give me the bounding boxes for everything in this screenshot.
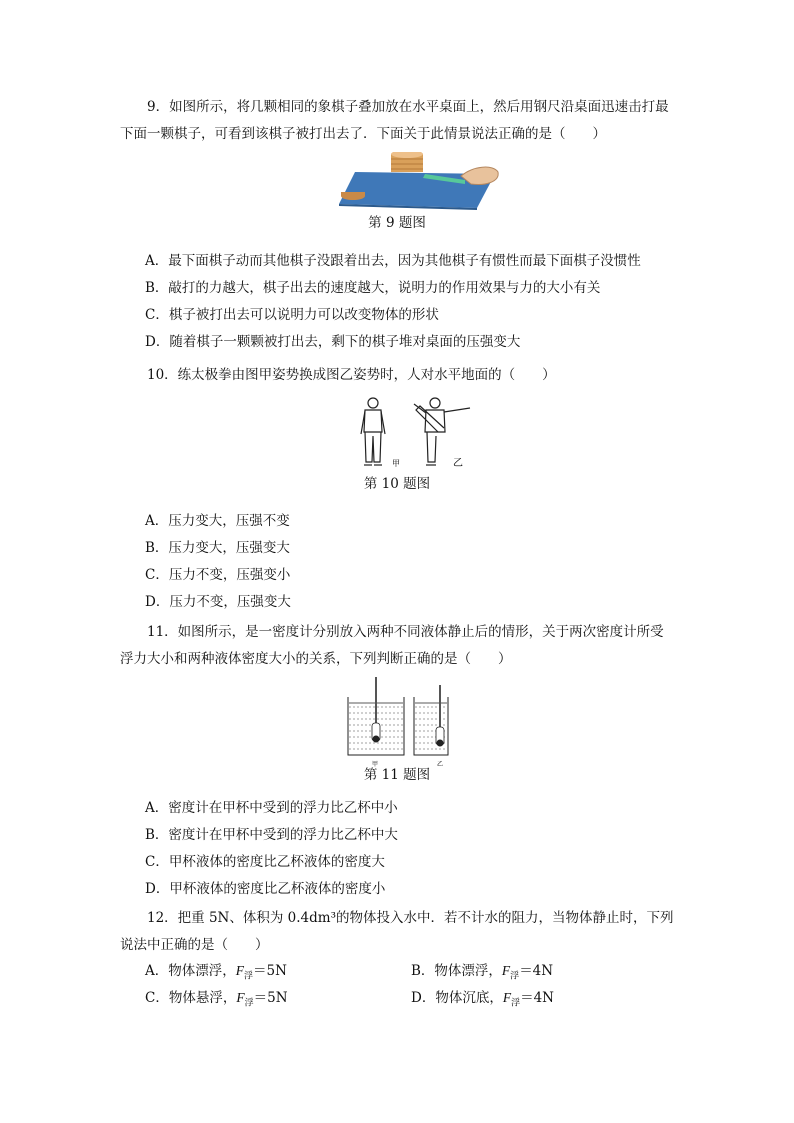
q9-stem: 9．如图所示，将几颗相同的象棋子叠加放在水平桌面上，然后用钢尺沿桌面迅速击打最下面一颗棋子，可看到该棋子被打出去了．下面关于此情景说法正确的是（ ）	[120, 99, 669, 142]
q10-taichi-figure	[358, 396, 483, 470]
q10-person-jia	[361, 398, 385, 465]
q10-person-yi	[414, 398, 470, 465]
q11-beaker-yi	[414, 685, 448, 755]
q10-label-jia: 甲	[392, 459, 400, 468]
q10-option-d: D．压力不变，压强变大	[145, 594, 291, 610]
q9-chess-figure	[335, 152, 500, 210]
q11-beaker-jia	[348, 677, 404, 755]
q11-stem: 11．如图所示，是一密度计分别放入两种不同液体静止后的情形，关于两次密度计所受浮力大小和两种液体密度大小的关系，下列判断正确的是（ ）	[120, 624, 664, 667]
q11-option-d: D．甲杯液体的密度比乙杯液体的密度小	[145, 881, 386, 897]
q10-option-a: A．压力变大，压强不变	[145, 513, 290, 529]
q10-stem: 10．练太极拳由图甲姿势换成图乙姿势时，人对水平地面的（ ）	[147, 367, 556, 383]
q11-option-c: C．甲杯液体的密度比乙杯液体的密度大	[145, 854, 385, 870]
q9-option-c: C．棋子被打出去可以说明力可以改变物体的形状	[145, 307, 439, 323]
q11-hydrometer-figure	[346, 675, 450, 770]
q12-option-a: A．物体漂浮，$F_浮=5N$	[145, 963, 287, 982]
q11-caption: 第 11 题图	[363, 767, 431, 783]
q10-option-b: B．压力变大，压强变大	[145, 540, 290, 556]
q12-option-d: D．物体沉底，$F_浮=4N$	[411, 990, 554, 1009]
q12-stem: 12．把重 5N、体积为 0.4dm³的物体投入水中．若不计水的阻力，当物体静止时，下列说法中正确的是（ ）	[120, 910, 674, 953]
q9-caption: 第 9 题图	[368, 215, 426, 231]
q11-label-yi: 乙	[437, 761, 444, 768]
q9-option-a: A．最下面棋子动而其他棋子没跟着出去，因为其他棋子有惯性而最下面棋子没惯性	[145, 253, 641, 269]
q10-label-yi: 乙	[453, 458, 463, 469]
q12-option-c: C．物体悬浮，$F_浮=5N$	[145, 990, 288, 1009]
q11-option-b: B．密度计在甲杯中受到的浮力比乙杯中大	[145, 827, 398, 843]
q10-caption: 第 10 题图	[363, 476, 431, 492]
q10-option-c: C．压力不变，压强变小	[145, 567, 291, 583]
q11-option-a: A．密度计在甲杯中受到的浮力比乙杯中小	[145, 800, 398, 816]
q11-label-jia: 甲	[372, 761, 379, 768]
q9-option-d: D．随着棋子一颗颗被打出去，剩下的棋子堆对桌面的压强变大	[145, 334, 521, 350]
q12-option-b: B．物体漂浮，$F_浮=4N$	[411, 963, 554, 982]
q9-option-b: B．敲打的力越大，棋子出去的速度越大，说明力的作用效果与力的大小有关	[145, 280, 601, 296]
